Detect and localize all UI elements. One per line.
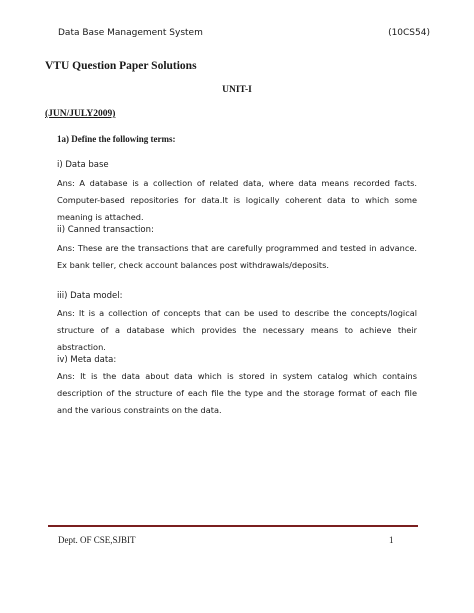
header-course-code: (10CS54) — [388, 28, 430, 38]
question-heading: 1a) Define the following terms: — [57, 134, 176, 144]
header-course-title: Data Base Management System — [58, 28, 203, 38]
term-answer: Ans: It is the data about data which is stored in system catalog which contains description of the structure of each file the type and the storage format of each file and the various constraints on the data. — [57, 371, 417, 415]
term-label: iv) Meta data: — [57, 355, 117, 365]
term-label: i) Data base — [57, 160, 109, 170]
term-answer: Ans: A database is a collection of related data, where data means recorded facts. Computer-based repositories for data.It is logically coherent data to which some meaning is attached. — [57, 178, 417, 222]
document-title: VTU Question Paper Solutions — [45, 60, 197, 72]
page-number: 1 — [389, 535, 394, 545]
unit-heading: UNIT-I — [222, 85, 252, 95]
term-answer: Ans: These are the transactions that are carefully programmed and tested in advance. Ex bank teller, check account balances post withdrawals/deposits. — [57, 243, 417, 270]
term-label: ii) Canned transaction: — [57, 225, 154, 235]
session-heading: (JUN/JULY2009) — [45, 109, 116, 119]
term-answer: Ans: It is a collection of concepts that can be used to describe the concepts/logical structure of a database which provides the necessary means to achieve their abstraction. — [57, 308, 417, 352]
footer-divider — [48, 525, 418, 527]
term-label: iii) Data model: — [57, 291, 123, 301]
footer-department: Dept. OF CSE,SJBIT — [58, 535, 136, 545]
